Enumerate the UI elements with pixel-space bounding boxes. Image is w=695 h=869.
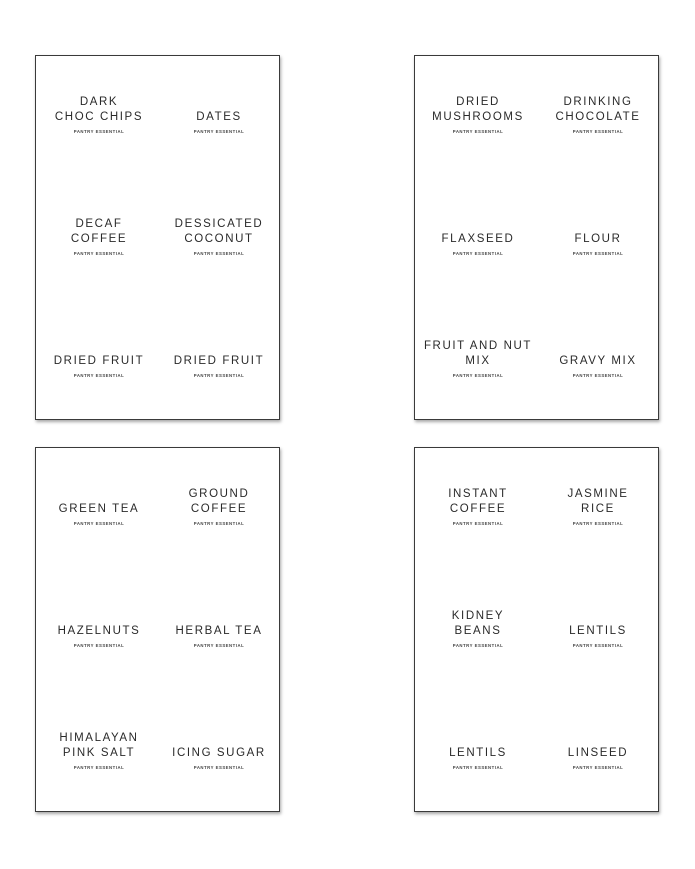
label-subtitle: PANTRY ESSENTIAL bbox=[193, 521, 245, 526]
label-subtitle: PANTRY ESSENTIAL bbox=[572, 765, 624, 770]
label-subtitle: PANTRY ESSENTIAL bbox=[73, 765, 125, 770]
label-name: DRIED MUSHROOMS bbox=[432, 96, 524, 123]
label-subtitle: PANTRY ESSENTIAL bbox=[73, 643, 125, 648]
label-name: DRINKING CHOCOLATE bbox=[555, 96, 641, 123]
label-name: HAZELNUTS bbox=[57, 625, 141, 637]
pantry-label bbox=[159, 217, 279, 256]
label-name: FLAXSEED bbox=[441, 233, 515, 245]
pantry-label bbox=[159, 624, 279, 648]
label-subtitle: PANTRY ESSENTIAL bbox=[73, 373, 125, 378]
label-subtitle: PANTRY ESSENTIAL bbox=[452, 643, 504, 648]
pantry-label bbox=[418, 487, 538, 526]
pantry-label bbox=[39, 95, 159, 134]
pantry-label bbox=[538, 624, 658, 648]
pantry-label bbox=[418, 609, 538, 648]
label-subtitle: PANTRY ESSENTIAL bbox=[73, 521, 125, 526]
label-name: LENTILS bbox=[569, 625, 627, 637]
label-name: DRIED FRUIT bbox=[173, 355, 265, 367]
pantry-label bbox=[39, 624, 159, 648]
pantry-label bbox=[159, 746, 279, 770]
label-subtitle: PANTRY ESSENTIAL bbox=[193, 251, 245, 256]
label-name: DATES bbox=[196, 111, 242, 123]
label-name: GRAVY MIX bbox=[559, 355, 637, 367]
pantry-label bbox=[538, 746, 658, 770]
label-name: HERBAL TEA bbox=[175, 625, 263, 637]
label-sheet bbox=[35, 55, 280, 420]
pantry-label bbox=[159, 354, 279, 378]
label-name: INSTANT COFFEE bbox=[448, 488, 508, 515]
label-sheet bbox=[414, 55, 659, 420]
pantry-label bbox=[39, 217, 159, 256]
pantry-label bbox=[538, 487, 658, 526]
label-name: LINSEED bbox=[567, 747, 629, 759]
label-sheet bbox=[414, 447, 659, 812]
label-name: DESSICATED COCONUT bbox=[174, 218, 264, 245]
label-subtitle: PANTRY ESSENTIAL bbox=[452, 765, 504, 770]
label-name: KIDNEY BEANS bbox=[451, 610, 505, 637]
pantry-label bbox=[418, 95, 538, 134]
label-subtitle: PANTRY ESSENTIAL bbox=[452, 373, 504, 378]
label-name: DRIED FRUIT bbox=[53, 355, 145, 367]
label-name: DARK CHOC CHIPS bbox=[54, 96, 144, 123]
pantry-label bbox=[159, 487, 279, 526]
label-sheet bbox=[35, 447, 280, 812]
label-subtitle: PANTRY ESSENTIAL bbox=[73, 129, 125, 134]
label-subtitle: PANTRY ESSENTIAL bbox=[572, 373, 624, 378]
pantry-label bbox=[418, 232, 538, 256]
pantry-label bbox=[538, 232, 658, 256]
pantry-label bbox=[39, 354, 159, 378]
label-name: GREEN TEA bbox=[58, 503, 140, 515]
label-subtitle: PANTRY ESSENTIAL bbox=[572, 521, 624, 526]
label-name: DECAF COFFEE bbox=[70, 218, 128, 245]
label-subtitle: PANTRY ESSENTIAL bbox=[193, 643, 245, 648]
label-subtitle: PANTRY ESSENTIAL bbox=[452, 129, 504, 134]
label-subtitle: PANTRY ESSENTIAL bbox=[193, 765, 245, 770]
label-name: ICING SUGAR bbox=[172, 747, 266, 759]
pantry-label bbox=[418, 339, 538, 378]
label-name: LENTILS bbox=[449, 747, 507, 759]
pantry-label bbox=[39, 731, 159, 770]
label-name: FLOUR bbox=[574, 233, 622, 245]
label-subtitle: PANTRY ESSENTIAL bbox=[452, 521, 504, 526]
label-subtitle: PANTRY ESSENTIAL bbox=[193, 373, 245, 378]
label-subtitle: PANTRY ESSENTIAL bbox=[572, 643, 624, 648]
label-name: FRUIT AND NUT MIX bbox=[423, 340, 533, 367]
pantry-label bbox=[538, 95, 658, 134]
label-subtitle: PANTRY ESSENTIAL bbox=[73, 251, 125, 256]
label-name: HIMALAYAN PINK SALT bbox=[59, 732, 139, 759]
pantry-label bbox=[418, 746, 538, 770]
label-subtitle: PANTRY ESSENTIAL bbox=[572, 251, 624, 256]
label-name: GROUND COFFEE bbox=[188, 488, 250, 515]
label-subtitle: PANTRY ESSENTIAL bbox=[572, 129, 624, 134]
label-subtitle: PANTRY ESSENTIAL bbox=[193, 129, 245, 134]
label-name: JASMINE RICE bbox=[567, 488, 629, 515]
label-subtitle: PANTRY ESSENTIAL bbox=[452, 251, 504, 256]
pantry-label bbox=[538, 354, 658, 378]
pantry-label bbox=[159, 110, 279, 134]
pantry-label bbox=[39, 502, 159, 526]
